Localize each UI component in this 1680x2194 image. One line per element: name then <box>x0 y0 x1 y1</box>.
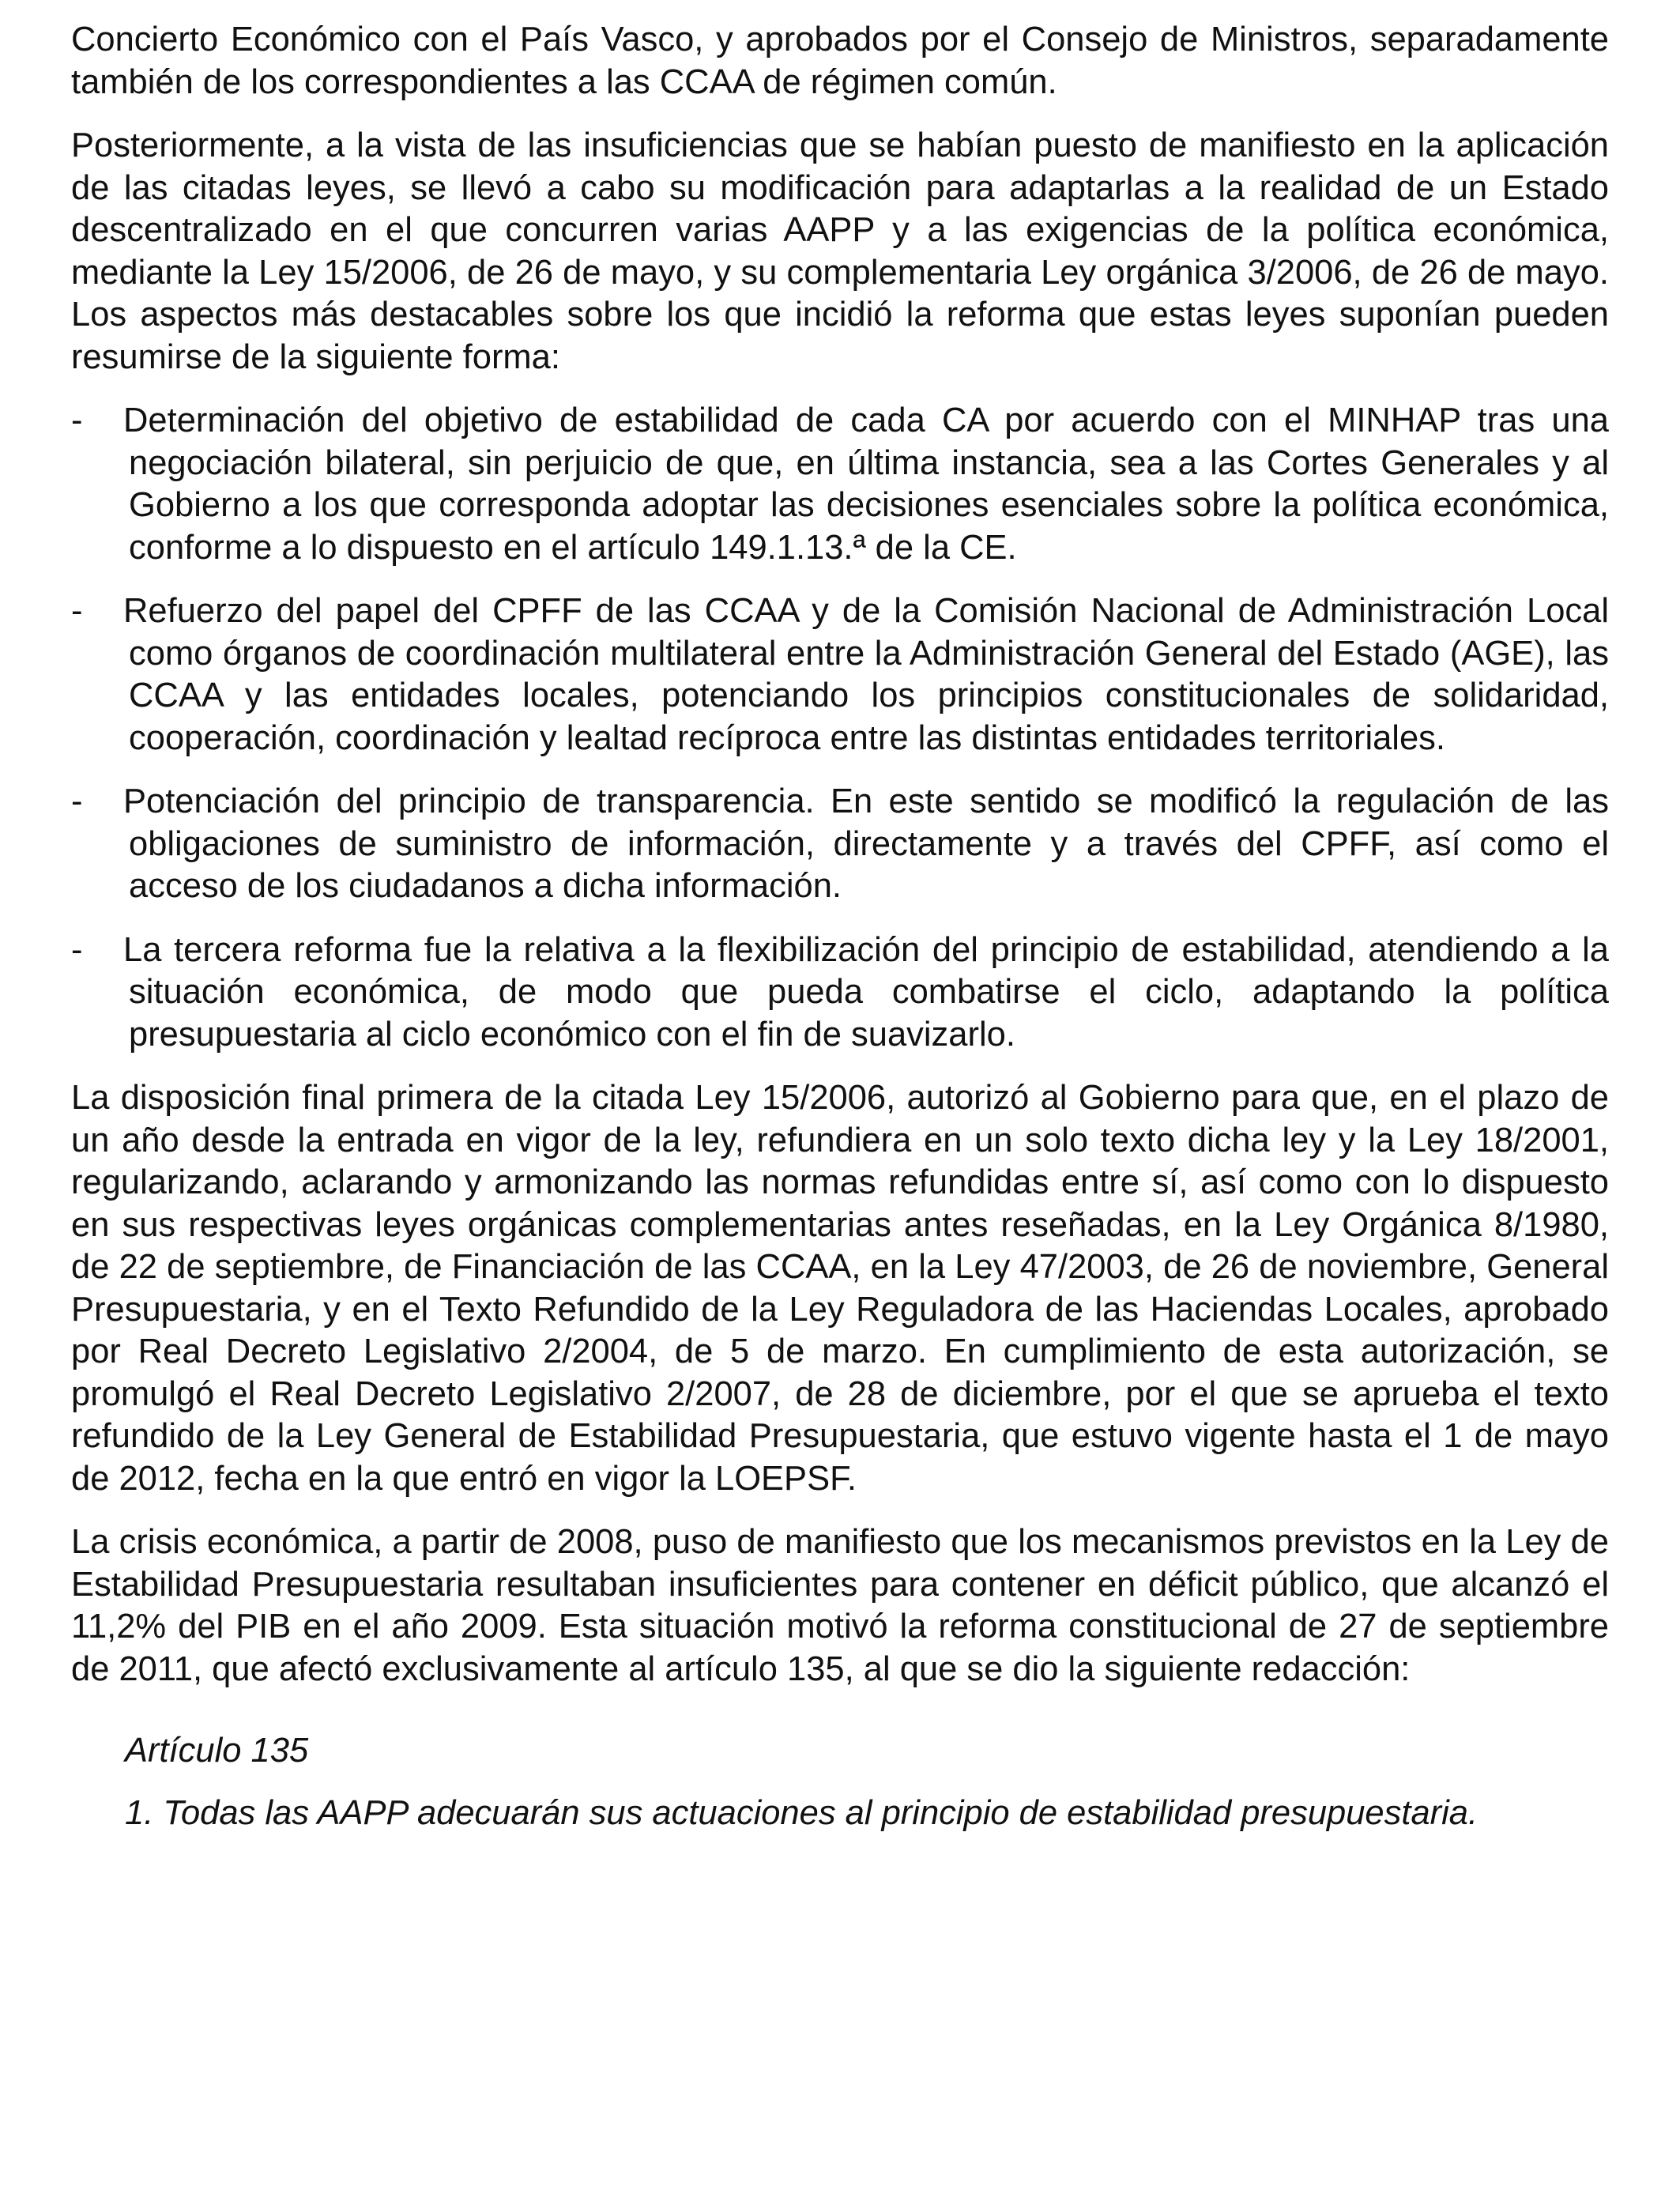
reform-aspects-list <box>71 400 1609 1056</box>
list-item-text: La tercera reforma fue la relativa a la flexibilización del principio de estabilidad, atendiendo a la situación económica, de modo que pueda combatirse el ciclo, adaptando la política presupuestaria al ciclo económico con el fin de suavizarlo. <box>123 930 1609 1054</box>
paragraph-disposicion-final: La disposición final primera de la citada Ley 15/2006, autorizó al Gobierno para que, en el plazo de un año desde la entrada en vigor de la ley, refundiera en un solo texto dicha ley y la Ley 18/2001, regularizando, aclarando y armonizando las normas refundidas entre sí, así como con lo dispuesto en sus respectivas leyes orgánicas complementarias antes reseñadas, en la Ley Orgánica 8/1980, de 22 de septiembre, de Financiación de las CCAA, en la Ley 47/2003, de 26 de noviembre, General Presupuestaria, y en el Texto Refundido de la Ley Reguladora de las Haciendas Locales, aprobado por Real Decreto Legislativo 2/2004, de 5 de marzo. En cumplimiento de esta autorización, se promulgó el Real Decreto Legislativo 2/2007, de 28 de diciembre, por el que se aprueba el texto refundido de la Ley General de Estabilidad Presupuestaria, que estuvo vigente hasta el 1 de mayo de 2012, fecha en la que entró en vigor la LOEPSF. <box>71 1079 1609 1498</box>
list-item-text: Determinación del objetivo de estabilidad de cada CA por acuerdo con el MINHAP tras una negociación bilateral, sin perjuicio de que, en última instancia, sea a las Cortes Generales y al Gobierno a los que corresponda adoptar las decisiones esenciales sobre la política económica, conforme a lo dispuesto en el artículo 149.1.13.ª de la CE. <box>123 401 1609 567</box>
article-135-quote <box>125 1730 1609 1834</box>
list-item-text: Potenciación del principio de transparencia. En este sentido se modificó la regulación de las obligaciones de suministro de información, directamente y a través del CPFF, así como el acceso de los ciudadanos a dicha información. <box>123 782 1609 905</box>
list-item <box>71 781 1609 908</box>
dash-bullet: - <box>71 592 83 630</box>
document-page <box>71 19 1609 1854</box>
paragraph-posteriormente: Posteriormente, a la vista de las insuficiencias que se habían puesto de manifiesto en la aplicación de las citadas leyes, se llevó a cabo su modificación para adaptarlas a la realidad de un Estado descentralizado en el que concurren varias AAPP y a las exigencias de la política económica, mediante la Ley 15/2006, de 26 de mayo, y su complementaria Ley orgánica 3/2006, de 26 de mayo. Los aspectos más destacables sobre los que incidió la reforma que estas leyes suponían pueden resumirse de la siguiente forma: <box>71 126 1609 376</box>
article-clause-1: 1. Todas las AAPP adecuarán sus actuaciones al principio de estabilidad presupuestaria. <box>125 1793 1478 1832</box>
paragraph-concierto: Concierto Económico con el País Vasco, y aprobados por el Consejo de Ministros, separadamente también de los correspondientes a las CCAA de régimen común. <box>71 21 1609 101</box>
dash-bullet: - <box>71 782 83 820</box>
dash-bullet: - <box>71 930 83 969</box>
paragraph-crisis-economica: La crisis económica, a partir de 2008, puso de manifiesto que los mecanismos previstos en la Ley de Estabilidad Presupuestaria resultaban insuficientes para contener en déficit público, que alcanzó el 11,2% del PIB en el año 2009. Esta situación motivó la reforma constitucional de 27 de septiembre de 2011, que afectó exclusivamente al artículo 135, al que se dio la siguiente redacción: <box>71 1523 1609 1688</box>
dash-bullet: - <box>71 401 83 439</box>
list-item-text: Refuerzo del papel del CPFF de las CCAA y de la Comisión Nacional de Administración Local como órganos de coordinación multilateral entre la Administración General del Estado (AGE), las CCAA y las entidades locales, potenciando los principios constitucionales de solidaridad, cooperación, coordinación y lealtad recíproca entre las distintas entidades territoriales. <box>123 592 1609 757</box>
article-heading: Artículo 135 <box>125 1732 309 1770</box>
list-item <box>71 400 1609 569</box>
list-item <box>71 590 1609 760</box>
list-item <box>71 929 1609 1057</box>
